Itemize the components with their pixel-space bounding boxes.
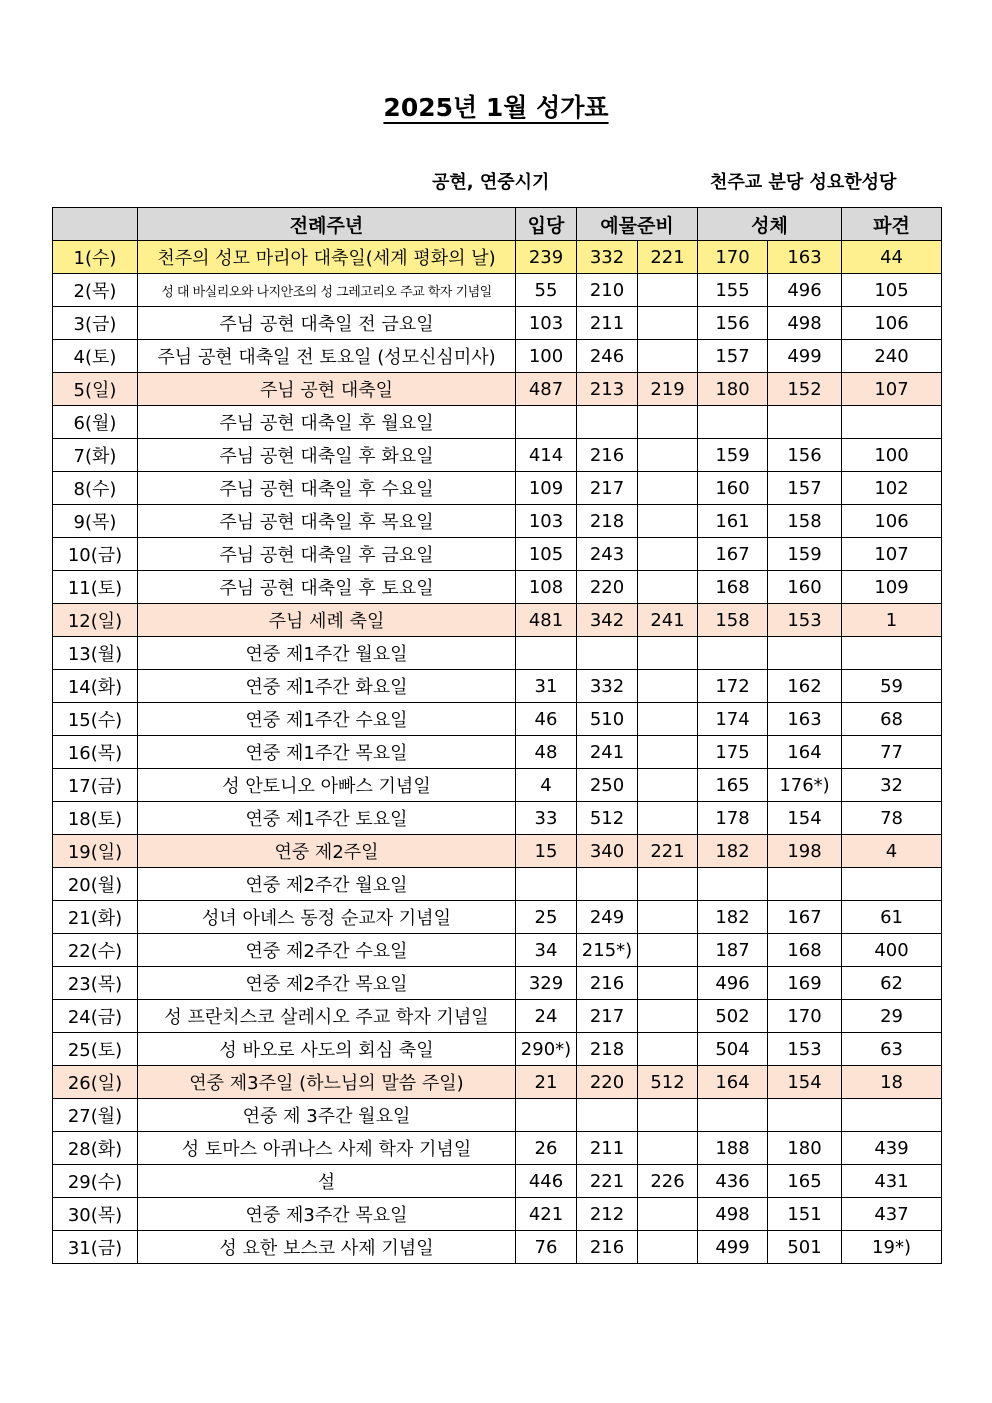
row-feast: 주님 공현 대축일 후 월요일 [138, 406, 516, 439]
row-offertory-1: 210 [577, 274, 638, 307]
row-feast: 주님 공현 대축일 후 수요일 [138, 472, 516, 505]
row-entrance: 15 [516, 835, 577, 868]
row-date: 3(금) [53, 307, 138, 340]
row-entrance: 46 [516, 703, 577, 736]
row-offertory-1: 342 [577, 604, 638, 637]
season-label: 공현, 연중시기 [432, 172, 550, 193]
row-communion-2: 496 [768, 274, 842, 307]
table-row [53, 241, 942, 274]
row-offertory-1: 216 [577, 439, 638, 472]
row-communion-2: 157 [768, 472, 842, 505]
row-communion-2: 160 [768, 571, 842, 604]
row-offertory-2 [638, 868, 698, 901]
row-date: 8(수) [53, 472, 138, 505]
row-offertory-1 [577, 637, 638, 670]
row-communion-1 [698, 637, 768, 670]
table-row [53, 637, 942, 670]
row-offertory-1: 241 [577, 736, 638, 769]
row-feast: 연중 제1주간 토요일 [138, 802, 516, 835]
row-communion-1: 180 [698, 373, 768, 406]
row-feast: 연중 제1주간 월요일 [138, 637, 516, 670]
row-communion-1: 498 [698, 1198, 768, 1231]
header-liturgy: 전례주년 [138, 208, 516, 241]
row-feast: 설 [138, 1165, 516, 1198]
row-dismissal: 29 [842, 1000, 942, 1033]
row-communion-2: 158 [768, 505, 842, 538]
row-offertory-1: 250 [577, 769, 638, 802]
table-row [53, 1033, 942, 1066]
row-entrance: 21 [516, 1066, 577, 1099]
row-communion-1: 158 [698, 604, 768, 637]
row-communion-2: 169 [768, 967, 842, 1000]
row-communion-2: 499 [768, 340, 842, 373]
row-communion-2: 159 [768, 538, 842, 571]
row-communion-2: 154 [768, 802, 842, 835]
row-dismissal: 107 [842, 373, 942, 406]
row-offertory-2: 241 [638, 604, 698, 637]
row-offertory-1 [577, 1099, 638, 1132]
row-dismissal: 68 [842, 703, 942, 736]
row-feast: 연중 제2주일 [138, 835, 516, 868]
row-dismissal: 61 [842, 901, 942, 934]
row-communion-2: 198 [768, 835, 842, 868]
row-entrance [516, 406, 577, 439]
row-communion-2 [768, 868, 842, 901]
row-communion-2: 163 [768, 703, 842, 736]
row-communion-1 [698, 868, 768, 901]
row-date: 20(월) [53, 868, 138, 901]
row-date: 22(수) [53, 934, 138, 967]
row-date: 30(목) [53, 1198, 138, 1231]
row-entrance: 4 [516, 769, 577, 802]
row-feast: 연중 제1주간 목요일 [138, 736, 516, 769]
row-entrance [516, 637, 577, 670]
row-communion-2: 165 [768, 1165, 842, 1198]
table-row [53, 373, 942, 406]
row-date: 29(수) [53, 1165, 138, 1198]
row-date: 16(목) [53, 736, 138, 769]
row-communion-2 [768, 637, 842, 670]
row-communion-2: 153 [768, 1033, 842, 1066]
row-offertory-2 [638, 1132, 698, 1165]
row-communion-2: 151 [768, 1198, 842, 1231]
row-entrance: 421 [516, 1198, 577, 1231]
row-offertory-2: 219 [638, 373, 698, 406]
row-offertory-1: 215*) [577, 934, 638, 967]
row-date: 12(일) [53, 604, 138, 637]
row-offertory-2 [638, 769, 698, 802]
row-offertory-1: 510 [577, 703, 638, 736]
row-offertory-2 [638, 703, 698, 736]
header-entrance: 입당 [516, 208, 577, 241]
row-communion-2: 153 [768, 604, 842, 637]
row-offertory-1: 217 [577, 472, 638, 505]
row-feast: 연중 제2주간 목요일 [138, 967, 516, 1000]
row-entrance: 33 [516, 802, 577, 835]
row-entrance: 239 [516, 241, 577, 274]
row-communion-2 [768, 406, 842, 439]
row-offertory-1: 218 [577, 505, 638, 538]
row-feast: 성 바오로 사도의 회심 축일 [138, 1033, 516, 1066]
row-offertory-2 [638, 571, 698, 604]
table-row [53, 901, 942, 934]
row-communion-1: 502 [698, 1000, 768, 1033]
row-feast: 주님 공현 대축일 후 화요일 [138, 439, 516, 472]
row-communion-1: 165 [698, 769, 768, 802]
table-row [53, 604, 942, 637]
row-communion-1: 178 [698, 802, 768, 835]
table-row [53, 703, 942, 736]
row-communion-2: 154 [768, 1066, 842, 1099]
table-row [53, 670, 942, 703]
row-communion-1: 170 [698, 241, 768, 274]
row-date: 1(수) [53, 241, 138, 274]
page-title [0, 88, 992, 124]
row-date: 7(화) [53, 439, 138, 472]
row-date: 31(금) [53, 1231, 138, 1264]
row-date: 18(토) [53, 802, 138, 835]
row-dismissal: 100 [842, 439, 942, 472]
table-row [53, 1198, 942, 1231]
row-date: 27(월) [53, 1099, 138, 1132]
row-feast: 성 요한 보스코 사제 기념일 [138, 1231, 516, 1264]
row-communion-1: 161 [698, 505, 768, 538]
row-feast: 성 안토니오 아빠스 기념일 [138, 769, 516, 802]
row-offertory-1: 217 [577, 1000, 638, 1033]
header-dismissal: 파견 [842, 208, 942, 241]
row-feast: 연중 제3주일 (하느님의 말씀 주일) [138, 1066, 516, 1099]
row-feast: 주님 공현 대축일 전 금요일 [138, 307, 516, 340]
row-entrance: 446 [516, 1165, 577, 1198]
row-communion-1: 182 [698, 901, 768, 934]
row-offertory-2 [638, 406, 698, 439]
row-dismissal: 400 [842, 934, 942, 967]
row-dismissal: 437 [842, 1198, 942, 1231]
row-communion-1: 504 [698, 1033, 768, 1066]
row-date: 4(토) [53, 340, 138, 373]
table-row [53, 307, 942, 340]
row-entrance [516, 868, 577, 901]
row-date: 26(일) [53, 1066, 138, 1099]
row-communion-1 [698, 1099, 768, 1132]
row-communion-2: 163 [768, 241, 842, 274]
row-entrance: 329 [516, 967, 577, 1000]
page-title-text: 2025년 1월 성가표 [383, 93, 609, 122]
header-offertory: 예물준비 [577, 208, 698, 241]
row-entrance: 103 [516, 505, 577, 538]
row-communion-1: 168 [698, 571, 768, 604]
row-offertory-2 [638, 1198, 698, 1231]
row-offertory-2 [638, 1000, 698, 1033]
row-entrance: 25 [516, 901, 577, 934]
row-offertory-2 [638, 1033, 698, 1066]
table-row [53, 1066, 942, 1099]
row-dismissal: 59 [842, 670, 942, 703]
row-communion-2: 501 [768, 1231, 842, 1264]
row-offertory-2 [638, 802, 698, 835]
row-offertory-2 [638, 505, 698, 538]
row-communion-1: 172 [698, 670, 768, 703]
table-row [53, 1000, 942, 1033]
row-offertory-1: 216 [577, 967, 638, 1000]
row-dismissal: 102 [842, 472, 942, 505]
row-communion-1: 436 [698, 1165, 768, 1198]
row-communion-2: 156 [768, 439, 842, 472]
row-offertory-1: 218 [577, 1033, 638, 1066]
row-feast: 성 토마스 아퀴나스 사제 학자 기념일 [138, 1132, 516, 1165]
row-entrance: 487 [516, 373, 577, 406]
table-row [53, 472, 942, 505]
row-communion-2 [768, 1099, 842, 1132]
row-dismissal: 107 [842, 538, 942, 571]
row-feast: 연중 제2주간 월요일 [138, 868, 516, 901]
row-communion-2: 168 [768, 934, 842, 967]
row-feast: 주님 공현 대축일 후 목요일 [138, 505, 516, 538]
table-row [53, 967, 942, 1000]
row-communion-1: 499 [698, 1231, 768, 1264]
row-dismissal: 240 [842, 340, 942, 373]
row-offertory-1: 216 [577, 1231, 638, 1264]
row-dismissal [842, 1099, 942, 1132]
header-date [53, 208, 138, 241]
table-row [53, 769, 942, 802]
row-communion-1: 159 [698, 439, 768, 472]
row-offertory-2 [638, 901, 698, 934]
row-dismissal: 63 [842, 1033, 942, 1066]
row-offertory-2 [638, 439, 698, 472]
row-offertory-2 [638, 340, 698, 373]
row-date: 6(월) [53, 406, 138, 439]
row-offertory-2 [638, 670, 698, 703]
row-offertory-2 [638, 967, 698, 1000]
row-offertory-1: 211 [577, 307, 638, 340]
row-date: 13(월) [53, 637, 138, 670]
table-row [53, 1099, 942, 1132]
row-communion-1: 160 [698, 472, 768, 505]
church-name: 천주교 분당 성요한성당 [710, 172, 897, 193]
row-entrance: 48 [516, 736, 577, 769]
row-feast: 주님 공현 대축일 후 금요일 [138, 538, 516, 571]
row-offertory-1: 512 [577, 802, 638, 835]
row-offertory-1 [577, 406, 638, 439]
row-communion-1 [698, 406, 768, 439]
row-dismissal: 19*) [842, 1231, 942, 1264]
row-date: 17(금) [53, 769, 138, 802]
row-entrance: 108 [516, 571, 577, 604]
table-row [53, 1231, 942, 1264]
row-date: 24(금) [53, 1000, 138, 1033]
row-dismissal: 106 [842, 307, 942, 340]
table-row [53, 538, 942, 571]
row-communion-1: 496 [698, 967, 768, 1000]
row-offertory-2: 221 [638, 835, 698, 868]
row-offertory-2 [638, 1099, 698, 1132]
row-feast: 성 대 바실리오와 나지안조의 성 그레고리오 주교 학자 기념일 [138, 274, 516, 307]
row-date: 11(토) [53, 571, 138, 604]
row-date: 19(일) [53, 835, 138, 868]
row-offertory-2: 226 [638, 1165, 698, 1198]
row-feast: 연중 제1주간 화요일 [138, 670, 516, 703]
row-offertory-1 [577, 868, 638, 901]
row-feast: 연중 제1주간 수요일 [138, 703, 516, 736]
row-date: 23(목) [53, 967, 138, 1000]
row-offertory-1: 340 [577, 835, 638, 868]
row-communion-2: 170 [768, 1000, 842, 1033]
row-communion-1: 182 [698, 835, 768, 868]
row-date: 10(금) [53, 538, 138, 571]
row-dismissal [842, 406, 942, 439]
row-entrance: 414 [516, 439, 577, 472]
row-offertory-1: 220 [577, 1066, 638, 1099]
row-dismissal: 109 [842, 571, 942, 604]
row-date: 21(화) [53, 901, 138, 934]
row-feast: 주님 세례 축일 [138, 604, 516, 637]
row-dismissal: 439 [842, 1132, 942, 1165]
row-offertory-2: 512 [638, 1066, 698, 1099]
table-row [53, 835, 942, 868]
row-dismissal: 4 [842, 835, 942, 868]
row-entrance: 34 [516, 934, 577, 967]
row-date: 14(화) [53, 670, 138, 703]
row-entrance: 109 [516, 472, 577, 505]
table-row [53, 274, 942, 307]
row-offertory-1: 211 [577, 1132, 638, 1165]
row-entrance: 76 [516, 1231, 577, 1264]
row-offertory-2 [638, 637, 698, 670]
row-feast: 연중 제 3주간 월요일 [138, 1099, 516, 1132]
row-offertory-2 [638, 736, 698, 769]
row-date: 5(일) [53, 373, 138, 406]
row-feast: 성 프란치스코 살레시오 주교 학자 기념일 [138, 1000, 516, 1033]
row-entrance: 103 [516, 307, 577, 340]
table-row [53, 934, 942, 967]
row-entrance: 481 [516, 604, 577, 637]
row-dismissal: 105 [842, 274, 942, 307]
row-communion-2: 167 [768, 901, 842, 934]
row-offertory-1: 246 [577, 340, 638, 373]
row-offertory-1: 249 [577, 901, 638, 934]
row-feast: 주님 공현 대축일 후 토요일 [138, 571, 516, 604]
row-entrance: 24 [516, 1000, 577, 1033]
row-entrance: 26 [516, 1132, 577, 1165]
table-row [53, 1132, 942, 1165]
row-date: 25(토) [53, 1033, 138, 1066]
row-offertory-1: 243 [577, 538, 638, 571]
row-communion-2: 162 [768, 670, 842, 703]
row-date: 2(목) [53, 274, 138, 307]
row-date: 28(화) [53, 1132, 138, 1165]
row-offertory-1: 332 [577, 241, 638, 274]
row-dismissal: 18 [842, 1066, 942, 1099]
row-dismissal: 77 [842, 736, 942, 769]
row-communion-2: 176*) [768, 769, 842, 802]
row-entrance [516, 1099, 577, 1132]
table-row [53, 505, 942, 538]
row-dismissal: 1 [842, 604, 942, 637]
table-row [53, 571, 942, 604]
table-row [53, 340, 942, 373]
row-communion-1: 187 [698, 934, 768, 967]
row-date: 9(목) [53, 505, 138, 538]
row-dismissal [842, 868, 942, 901]
row-dismissal: 32 [842, 769, 942, 802]
table-row [53, 736, 942, 769]
row-communion-1: 174 [698, 703, 768, 736]
row-dismissal: 62 [842, 967, 942, 1000]
table-row [53, 406, 942, 439]
row-communion-1: 167 [698, 538, 768, 571]
row-offertory-1: 221 [577, 1165, 638, 1198]
row-feast: 연중 제3주간 목요일 [138, 1198, 516, 1231]
row-dismissal: 78 [842, 802, 942, 835]
row-entrance: 31 [516, 670, 577, 703]
row-dismissal [842, 637, 942, 670]
row-feast: 주님 공현 대축일 전 토요일 (성모신심미사) [138, 340, 516, 373]
row-communion-2: 498 [768, 307, 842, 340]
row-dismissal: 106 [842, 505, 942, 538]
row-offertory-1: 332 [577, 670, 638, 703]
row-offertory-2: 221 [638, 241, 698, 274]
row-offertory-1: 213 [577, 373, 638, 406]
row-feast: 천주의 성모 마리아 대축일(세계 평화의 날) [138, 241, 516, 274]
row-date: 15(수) [53, 703, 138, 736]
header-communion: 성체 [698, 208, 842, 241]
row-communion-1: 156 [698, 307, 768, 340]
table-row [53, 868, 942, 901]
row-communion-1: 175 [698, 736, 768, 769]
row-feast: 연중 제2주간 수요일 [138, 934, 516, 967]
row-offertory-2 [638, 307, 698, 340]
row-offertory-2 [638, 934, 698, 967]
row-communion-1: 157 [698, 340, 768, 373]
row-entrance: 290*) [516, 1033, 577, 1066]
row-offertory-2 [638, 538, 698, 571]
row-dismissal: 431 [842, 1165, 942, 1198]
row-offertory-1: 212 [577, 1198, 638, 1231]
row-entrance: 105 [516, 538, 577, 571]
row-dismissal: 44 [842, 241, 942, 274]
row-entrance: 100 [516, 340, 577, 373]
row-entrance: 55 [516, 274, 577, 307]
table-row [53, 802, 942, 835]
row-feast: 주님 공현 대축일 [138, 373, 516, 406]
row-offertory-2 [638, 472, 698, 505]
hymn-schedule-table [52, 207, 942, 1264]
row-communion-1: 155 [698, 274, 768, 307]
row-communion-2: 180 [768, 1132, 842, 1165]
row-communion-1: 188 [698, 1132, 768, 1165]
row-communion-2: 164 [768, 736, 842, 769]
row-offertory-1: 220 [577, 571, 638, 604]
table-header-row [53, 208, 942, 241]
row-offertory-2 [638, 1231, 698, 1264]
table-row [53, 1165, 942, 1198]
row-offertory-2 [638, 274, 698, 307]
table-row [53, 439, 942, 472]
row-communion-1: 164 [698, 1066, 768, 1099]
row-feast: 성녀 아녜스 동정 순교자 기념일 [138, 901, 516, 934]
row-communion-2: 152 [768, 373, 842, 406]
